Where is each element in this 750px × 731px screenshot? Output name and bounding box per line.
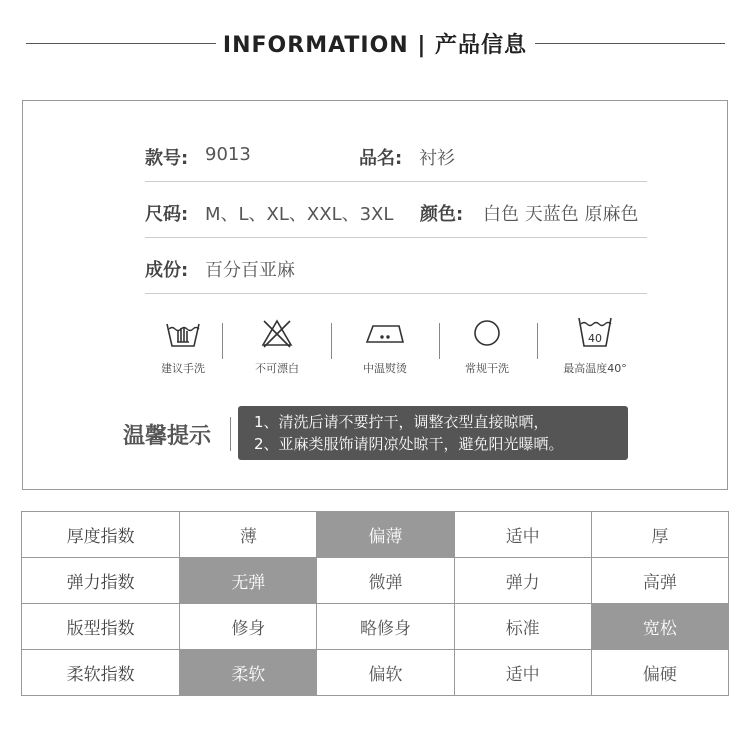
color-value: 白色 天蓝色 原麻色 [483, 204, 639, 225]
color-label: 颜色: [420, 204, 464, 225]
table-row [22, 558, 729, 604]
iron-medium-icon [363, 316, 407, 350]
tips-box [238, 406, 628, 460]
row-label: 厚度指数 [22, 512, 180, 558]
option-cell-selected: 宽松 [591, 604, 728, 650]
care-dry-clean [433, 316, 541, 386]
wash-temp: 40 [588, 332, 602, 345]
header-divider-left [26, 43, 216, 44]
size-value: M、L、XL、XXL、3XL [205, 204, 394, 225]
option-cell: 偏硬 [591, 650, 728, 696]
care-label: 建议手洗 [161, 362, 205, 375]
section-header [0, 24, 750, 64]
option-cell: 标准 [454, 604, 591, 650]
row-label: 柔软指数 [22, 650, 180, 696]
info-row-material [145, 238, 647, 294]
no-bleach-icon [257, 316, 297, 350]
style-label: 款号: [145, 148, 189, 169]
tips-title: 温馨提示 [123, 424, 212, 449]
wash-40-icon [575, 316, 615, 350]
option-cell: 弹力 [454, 558, 591, 604]
info-row-size [145, 182, 647, 238]
table-row [22, 604, 729, 650]
header-divider-right [535, 43, 725, 44]
option-cell: 修身 [180, 604, 317, 650]
index-table [21, 511, 729, 696]
row-label: 弹力指数 [22, 558, 180, 604]
option-cell: 薄 [180, 512, 317, 558]
option-cell: 适中 [454, 650, 591, 696]
care-no-bleach [223, 316, 331, 386]
style-value: 9013 [205, 144, 251, 165]
tip-line: 2、亚麻类服饰请阴凉处晾干，避免阳光曝晒。 [254, 435, 564, 453]
option-cell: 微弹 [317, 558, 454, 604]
care-hand-wash [129, 316, 237, 386]
name-label: 品名: [359, 148, 403, 169]
table-row [22, 512, 729, 558]
table-row [22, 650, 729, 696]
option-cell: 略修身 [317, 604, 454, 650]
size-label: 尺码: [145, 204, 189, 225]
tip-line: 1、清洗后请不要拧干，调整衣型直接晾晒， [254, 413, 549, 431]
option-cell: 厚 [591, 512, 728, 558]
info-row-style [145, 126, 647, 182]
option-cell: 偏软 [317, 650, 454, 696]
care-label: 中温熨烫 [363, 362, 407, 375]
product-info-box [22, 100, 728, 490]
hand-wash-icon [163, 316, 203, 350]
care-divider [537, 323, 538, 359]
option-cell-selected: 偏薄 [317, 512, 454, 558]
care-iron [331, 316, 439, 386]
material-value: 百分百亚麻 [205, 260, 295, 281]
option-cell: 高弹 [591, 558, 728, 604]
care-label: 最高温度40° [563, 362, 627, 375]
material-label: 成份: [145, 260, 189, 281]
name-value: 衬衫 [419, 148, 455, 169]
option-cell-selected: 无弹 [180, 558, 317, 604]
section-title: INFORMATION | 产品信息 [222, 33, 528, 58]
tips-divider [230, 417, 231, 451]
option-cell-selected: 柔软 [180, 650, 317, 696]
row-label: 版型指数 [22, 604, 180, 650]
option-cell: 适中 [454, 512, 591, 558]
care-wash-40 [541, 316, 649, 386]
dry-clean-icon [467, 316, 507, 350]
care-label: 常规干洗 [465, 362, 509, 375]
care-label: 不可漂白 [255, 362, 299, 375]
